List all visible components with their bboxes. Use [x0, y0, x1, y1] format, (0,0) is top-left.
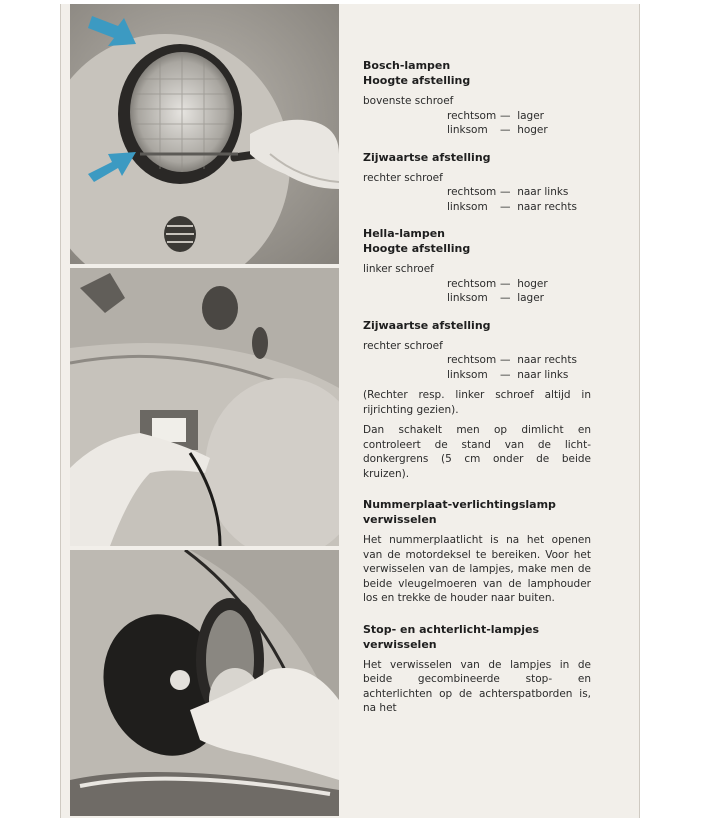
tail-light-bulb-photo: [70, 550, 339, 816]
adjust-row: rechtsom — naar links: [447, 186, 569, 198]
adjust-row: linksom — lager: [447, 292, 544, 304]
screw-label: rechter schroef: [363, 171, 443, 184]
section-subtitle: verwisselen: [363, 513, 437, 526]
screw-label: rechter schroef: [363, 339, 443, 352]
section-title: Stop- en achterlicht-lampjes: [363, 622, 540, 636]
adjust-row: rechtsom — naar rechts: [447, 354, 577, 366]
body-paragraph: Het verwisselen van de lampjes in de beide gecombineerde stop- en achterlichten op de achterspatborden is, na het: [363, 658, 591, 714]
headlamp-adjustment-photo: [70, 4, 339, 264]
section-title: Bosch-lampen: [363, 59, 451, 72]
adjust-row: rechtsom — lager: [447, 109, 544, 122]
section-bosch-height: [363, 58, 591, 138]
section-hella-lateral: [363, 318, 591, 482]
adjust-row: rechtsom — hoger: [447, 277, 548, 290]
note-paragraph: (Rechter resp. linker schroef altijd in rijrichting gezien).: [363, 389, 591, 416]
screw-label: linker schroef: [363, 263, 434, 275]
adjust-row: linksom — naar rechts: [447, 200, 577, 213]
license-plate-lamp-holder-photo: [70, 268, 339, 546]
section-subtitle: verwisselen: [363, 637, 437, 651]
section-subtitle: Hoogte afstelling: [363, 242, 471, 255]
section-title: Nummerplaat-verlichtingslamp: [363, 498, 556, 511]
adjust-row: linksom — naar links: [447, 368, 569, 381]
section-bosch-lateral: [363, 150, 591, 215]
body-paragraph: Dan schakelt men op dimlicht en controleert de stand van de licht-donkergrens (5 cm onder de beide kruizen).: [363, 424, 591, 480]
section-hella-height: [363, 226, 591, 306]
section-title: Zijwaartse afstelling: [363, 150, 491, 164]
section-title: Zijwaartse afstelling: [363, 318, 491, 332]
section-subtitle: Hoogte afstelling: [363, 74, 471, 87]
instruction-text: [363, 58, 591, 716]
section-title: Hella-lampen: [363, 227, 446, 240]
section-license-lamp: [363, 497, 591, 606]
section-stop-tail-lamp: [363, 622, 591, 716]
body-paragraph: Het nummerplaatlicht is na het openen van de motordeksel te bereiken. Voor het verwisselen van de lampjes, make men de beide vleugelmoeren van de lamphouder los en trekke de houder naar buiten.: [363, 534, 591, 604]
adjust-row: linksom — hoger: [447, 124, 548, 136]
screw-label: bovenste schroef: [363, 95, 454, 107]
